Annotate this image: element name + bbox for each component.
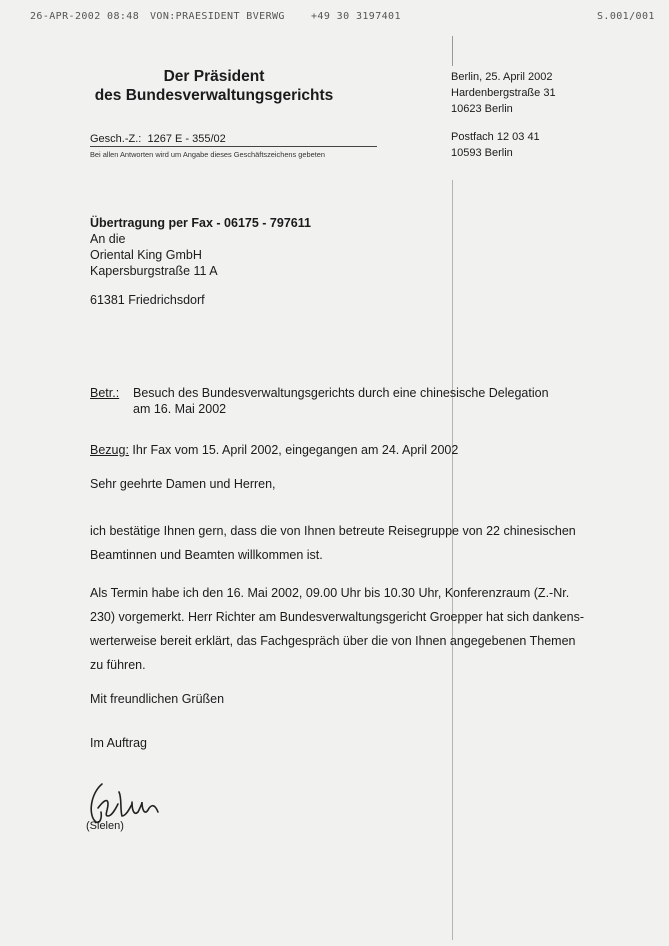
paragraph-2-line-4: zu führen. xyxy=(90,658,146,672)
letter-date: Berlin, 25. April 2002 xyxy=(451,71,553,83)
letterhead-line-2: des Bundesverwaltungsgerichts xyxy=(94,87,334,104)
closing: Mit freundlichen Grüßen xyxy=(90,692,225,706)
paragraph-2 xyxy=(90,581,584,677)
paragraph-2-line-2: 230) vorgemerkt. Herr Richter am Bundesverwaltungsgericht Groepper hat sich dankens- xyxy=(90,610,584,624)
on-behalf: Im Auftrag xyxy=(90,736,147,750)
paragraph-1 xyxy=(90,519,576,567)
sender-postbox: Postfach 12 03 41 xyxy=(451,131,540,143)
paragraph-1-line-2: Beamtinnen und Beamten willkommen ist. xyxy=(90,548,323,562)
sender-street: Hardenbergstraße 31 xyxy=(451,87,556,99)
fax-date-time: 26-APR-2002 08:48 xyxy=(30,11,140,22)
sender-city: 10623 Berlin xyxy=(451,103,513,115)
letterhead-title xyxy=(64,67,364,105)
paragraph-2-line-3: werterweise bereit erklärt, das Fachgespräch über die von Ihnen angegebenen Themen xyxy=(90,634,576,648)
paragraph-1-line-1: ich bestätige Ihnen gern, dass die von Ihnen betreute Reisegruppe von 22 chinesischen xyxy=(90,524,576,538)
recipient-block xyxy=(90,215,311,308)
letterhead-line-1: Der Präsident xyxy=(163,68,265,85)
regarding-label: Bezug: xyxy=(90,443,129,457)
subject-label: Betr.: xyxy=(90,386,120,400)
recipient-street: Kapersburgstraße 11 A xyxy=(90,264,218,278)
recipient-company: Oriental King GmbH xyxy=(90,248,202,262)
salutation: Sehr geehrte Damen und Herren, xyxy=(90,477,276,491)
subject-line-2: am 16. Mai 2002 xyxy=(133,402,227,416)
subject-line-1: Besuch des Bundesverwaltungsgerichts durch eine chinesische Delegation xyxy=(133,386,549,400)
recipient-city: 61381 Friedrichsdorf xyxy=(90,293,205,307)
sender-postbox-city: 10593 Berlin xyxy=(451,147,513,159)
regarding-line xyxy=(90,443,458,457)
reference-note: Bei allen Antworten wird um Angabe dieses Geschäftszeichens gebeten xyxy=(90,150,326,159)
fax-transmission-line: Übertragung per Fax - 06175 - 797611 xyxy=(90,216,311,230)
recipient-line-1: An die xyxy=(90,232,126,246)
reference-rule xyxy=(90,146,377,147)
reference-number xyxy=(90,133,226,145)
subject-text xyxy=(133,385,549,417)
fax-phone: +49 30 3197401 xyxy=(311,11,401,22)
signer-name: (Sielen) xyxy=(86,820,124,832)
sender-address xyxy=(451,69,556,161)
paragraph-2-line-1: Als Termin habe ich den 16. Mai 2002, 09.00 Uhr bis 10.30 Uhr, Konferenzraum (Z.-Nr. xyxy=(90,586,570,600)
reference-value: 1267 E - 355/02 xyxy=(147,133,226,145)
fax-page-number: S.001/001 xyxy=(597,11,655,22)
reference-label: Gesch.-Z.: xyxy=(90,133,142,145)
regarding-text: Ihr Fax vom 15. April 2002, eingegangen am 24. April 2002 xyxy=(132,443,459,457)
scan-line-top xyxy=(452,36,453,66)
fax-sender: VON:PRAESIDENT BVERWG xyxy=(150,11,285,22)
